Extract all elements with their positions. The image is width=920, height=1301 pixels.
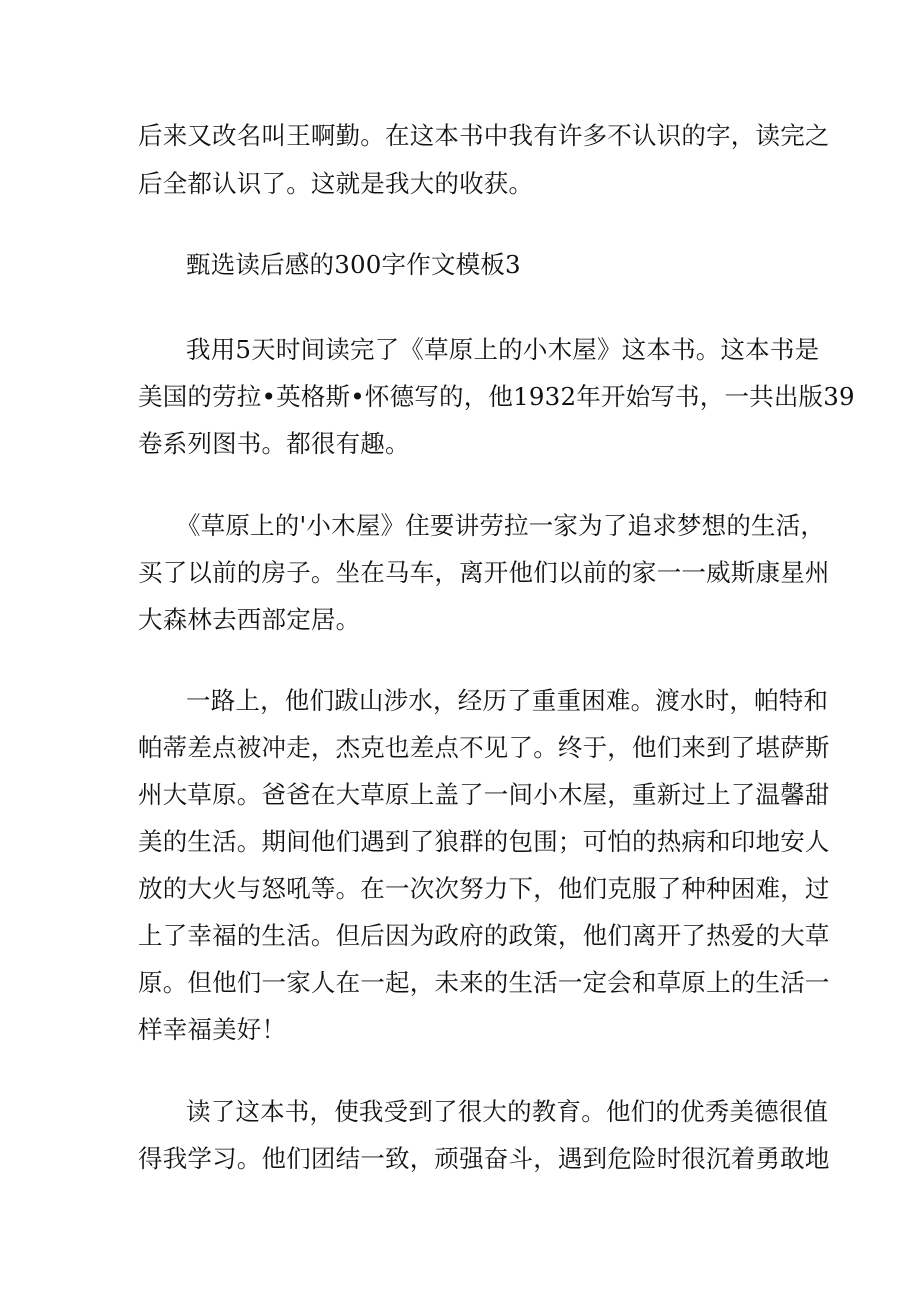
- paragraph-line: 大森林去西部定居。: [138, 605, 361, 634]
- paragraph-line: 样幸福美好！: [138, 1015, 287, 1044]
- paragraph-line: 一路上，他们跋山涉水，经历了重重困难。渡水时，帕特和: [186, 686, 829, 715]
- paragraph-line: 帕蒂差点被冲走，杰克也差点不见了。终于，他们来到了堪萨斯: [138, 733, 830, 762]
- paragraph-line: 美国的劳拉•英格斯•怀德写的，他1932年开始写书，一共出版39: [138, 382, 855, 411]
- paragraph-line: 卷系列图书。都很有趣。: [138, 429, 410, 458]
- paragraph-line: 买了以前的房子。坐在马车，离开他们以前的家一一威斯康星州: [138, 558, 830, 587]
- paragraph-line: 美的生活。期间他们遇到了狼群的包围；可怕的热病和印地安人: [138, 827, 830, 856]
- paragraph-line: 上了幸福的生活。但后因为政府的政策，他们离开了热爱的大草: [138, 921, 830, 950]
- paragraph-line: 州大草原。爸爸在大草原上盖了一间小木屋，重新过上了温馨甜: [138, 780, 830, 809]
- paragraph-line: 《草原上的'小木屋》住要讲劳拉一家为了追求梦想的生活，: [176, 511, 826, 540]
- paragraph-line: 得我学习。他们团结一致，顽强奋斗，遇到危险时很沉着勇敢地: [138, 1144, 830, 1173]
- paragraph-line: 原。但他们一家人在一起，未来的生活一定会和草原上的生活一: [138, 968, 830, 997]
- section-heading: 甄选读后感的300字作文模板3: [186, 250, 521, 279]
- paragraph-line: 后来又改名叫王啊勤。在这本书中我有许多不认识的字，读完之: [138, 121, 830, 150]
- paragraph-line: 我用5天时间读完了《草原上的小木屋》这本书。这本书是: [186, 335, 820, 364]
- paragraph-line: 放的大火与怒吼等。在一次次努力下，他们克服了种种困难，过: [138, 874, 830, 903]
- paragraph-line: 后全都认识了。这就是我大的收获。: [138, 169, 534, 198]
- paragraph-line: 读了这本书，使我受到了很大的教育。他们的优秀美德很值: [186, 1097, 829, 1126]
